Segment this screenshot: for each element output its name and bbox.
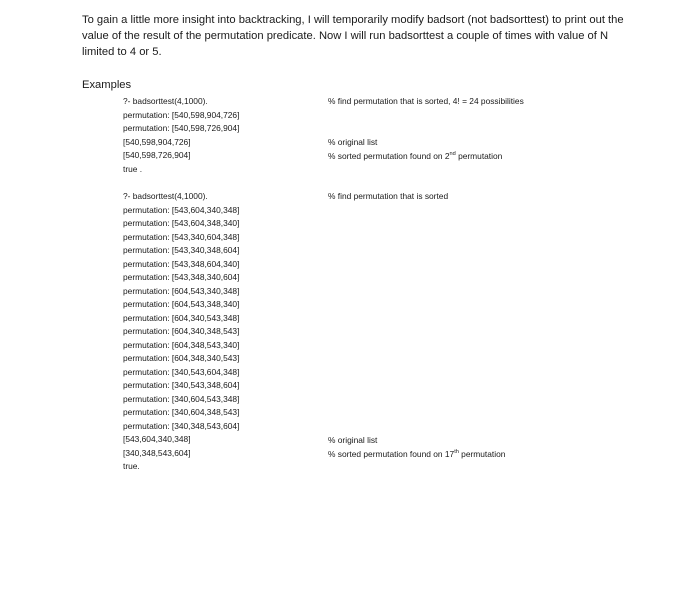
example2-original-comment: % original list bbox=[328, 435, 378, 445]
code-line: permutation: [543,604,348,340] bbox=[123, 218, 240, 228]
example2-output bbox=[123, 190, 239, 474]
comment-text: permutation bbox=[455, 151, 503, 161]
intro-paragraph: To gain a little more insight into backtracking, I will temporarily modify badsort (not badsorttest) to print out the value of the result of the permutation predicate. Now I will run badsorttest a couple of times with value of N limited to 4 or 5. bbox=[82, 14, 624, 58]
code-line: permutation: [340,543,604,348] bbox=[123, 366, 240, 377]
code-line: permutation: [540,598,726,904] bbox=[123, 123, 240, 133]
code-line: [540,598,726,904] bbox=[123, 150, 191, 160]
code-line: permutation: [604,543,340,348] bbox=[123, 285, 240, 296]
ordinal-suffix: th bbox=[454, 449, 459, 456]
comment-text: % sorted permutation found on 2 bbox=[328, 151, 450, 161]
examples-heading: Examples bbox=[82, 79, 132, 91]
code-line: permutation: [540,598,904,726] bbox=[123, 109, 240, 120]
example1-output bbox=[123, 95, 239, 176]
code-line: [340,348,543,604] bbox=[123, 447, 191, 458]
code-line: permutation: [543,340,348,604] bbox=[123, 245, 240, 255]
code-line: true. bbox=[123, 461, 140, 471]
code-line: permutation: [604,340,543,348] bbox=[123, 312, 240, 323]
code-line: permutation: [543,348,340,604] bbox=[123, 272, 240, 282]
example1-query-comment: % find permutation that is sorted, 4! = 24 possibilities bbox=[328, 96, 524, 106]
example1-sorted-comment bbox=[328, 150, 502, 164]
code-line: permutation: [543,340,604,348] bbox=[123, 231, 240, 242]
code-line: permutation: [340,604,543,348] bbox=[123, 393, 240, 404]
code-line: permutation: [340,348,543,604] bbox=[123, 420, 240, 431]
code-line: permutation: [604,348,543,340] bbox=[123, 339, 240, 350]
code-line: permutation: [604,543,348,340] bbox=[123, 299, 240, 309]
code-line: permutation: [340,604,348,543] bbox=[123, 407, 240, 417]
code-line: ?- badsorttest(4,1000). bbox=[123, 191, 208, 201]
example2-sorted-comment bbox=[328, 448, 505, 462]
code-line: [540,598,904,726] bbox=[123, 136, 191, 147]
code-line: permutation: [543,604,340,348] bbox=[123, 204, 240, 215]
comment-text: permutation bbox=[458, 449, 506, 459]
example2-query-comment: % find permutation that is sorted bbox=[328, 191, 449, 201]
ordinal-suffix: nd bbox=[449, 151, 456, 158]
code-line: permutation: [543,348,604,340] bbox=[123, 258, 240, 269]
code-line: permutation: [604,348,340,543] bbox=[123, 353, 240, 363]
example1-original-comment: % original list bbox=[328, 137, 378, 147]
code-line: true . bbox=[123, 163, 143, 174]
code-line: [543,604,340,348] bbox=[123, 434, 191, 444]
comment-text: % sorted permutation found on 17 bbox=[328, 449, 455, 459]
code-line: permutation: [604,340,348,543] bbox=[123, 326, 240, 336]
code-line: permutation: [340,543,348,604] bbox=[123, 380, 240, 390]
code-line: ?- badsorttest(4,1000). bbox=[123, 96, 208, 106]
